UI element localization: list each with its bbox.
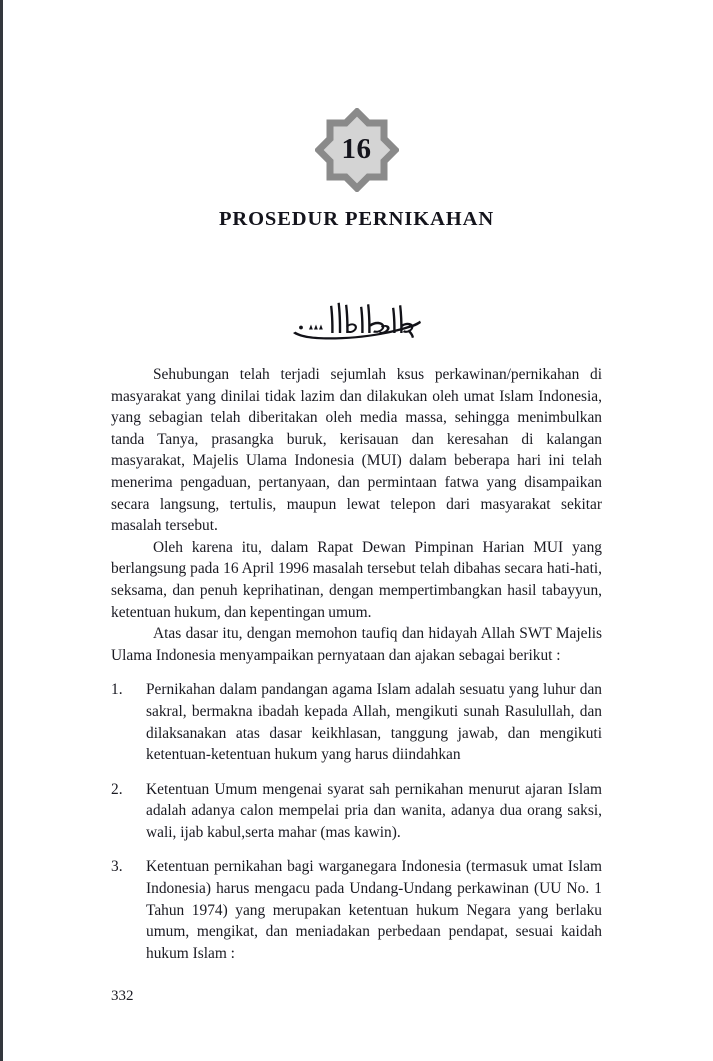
page-content-column: [111, 0, 602, 1061]
page-number: 332: [111, 988, 134, 1004]
basmalah-icon: [289, 293, 425, 343]
page-left-edge-strip: [0, 0, 3, 1061]
paragraph-3: Atas dasar itu, dengan memohon taufiq dan hidayah Allah SWT Majelis Ulama Indonesia menyampaikan pernyataan dan ajakan sebagai berikut :: [111, 625, 602, 664]
chapter-title: PROSEDUR PERNIKAHAN: [218, 208, 495, 230]
body-text: [111, 364, 602, 964]
numbered-list: [111, 679, 602, 964]
list-item-text: Ketentuan pernikahan bagi warganegara Indonesia (termasuk umat Islam Indonesia) harus mengacu pada Undang-Undang perkawinan (UU No. 1 Tahun 1974) yang merupakan ketentuan hukum Negara yang berlaku umum, mengikat, dan meniadakan perbedaan pendapat, sesuai kaidah hukum Islam :: [146, 858, 602, 962]
list-item-marker: 1.: [111, 681, 123, 699]
basmalah-calligraphy: [111, 292, 602, 344]
paragraph-1: Sehubungan telah terjadi sejumlah ksus perkawinan/pernikahan di masyarakat yang dinilai tidak lazim dan dilakukan oleh umat Islam Indonesia, yang sebagian telah diberitakan oleh media massa, sehingga menimbulkan tanda Tanya, prasangka buruk, kerisauan dan keresahan di kalangan masyarakat, Majelis Ulama Indonesia (MUI) dalam beberapa hari ini telah menerima pengaduan, pertanyaan, dan permintaan fatwa yang disampaikan secara langsung, tertulis, maupun lewat telepon dari masyarakat sekitar masalah tersebut.: [111, 366, 602, 535]
list-item: [111, 679, 602, 765]
list-item-text: Ketentuan Umum mengenai syarat sah pernikahan menurut ajaran Islam adalah adanya calon mempelai pria dan wanita, adanya dua orang saksi, wali, ijab kabul,serta mahar (mas kawin).: [146, 780, 602, 841]
list-item: [111, 779, 602, 844]
chapter-ornament: [111, 108, 602, 192]
list-item-marker: 3.: [111, 858, 123, 876]
paragraph-2: Oleh karena itu, dalam Rapat Dewan Pimpinan Harian MUI yang berlangsung pada 16 April 1996 masalah tersebut telah dibahas secara hati-hati, seksama, dan penuh keprihatinan, dengan mempertimbangkan hasil tabayyun, ketentuan hukum, dan kepentingan umum.: [111, 538, 602, 621]
chapter-number: 16: [341, 132, 372, 165]
list-item-text: Pernikahan dalam pandangan agama Islam adalah sesuatu yang luhur dan sakral, bermakna ibadah kepada Allah, mengikuti sunah Rasulullah, dan dilaksanakan atas dasar keikhlasan, tanggung jawab, dan mengikuti ketentuan-ketentuan hukum yang harus diindahkan: [146, 681, 602, 764]
list-item-marker: 2.: [111, 780, 123, 798]
list-item: [111, 856, 602, 964]
